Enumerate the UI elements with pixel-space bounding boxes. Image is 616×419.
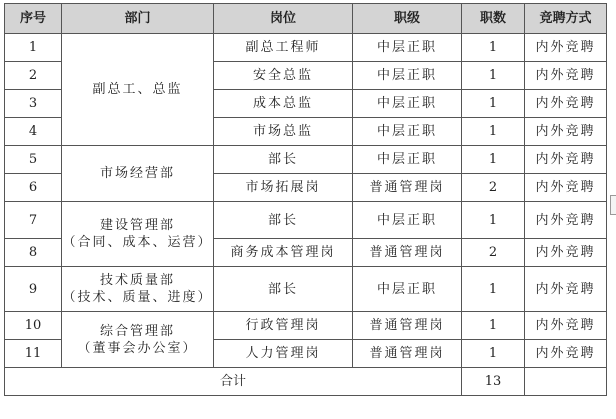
row-no: 4 [5, 118, 62, 146]
department-cell [62, 34, 214, 146]
department-cell [62, 267, 214, 312]
count-cell: 1 [462, 34, 525, 62]
count-cell: 1 [462, 146, 525, 174]
level-cell: 中层正职 [353, 146, 462, 174]
department-cell [62, 312, 214, 368]
method-cell: 内外竞聘 [525, 267, 607, 312]
level-cell: 普通管理岗 [353, 174, 462, 202]
positions-table [4, 3, 607, 396]
header-count: 职数 [462, 4, 525, 34]
position-cell: 部长 [214, 267, 353, 312]
method-cell: 内外竞聘 [525, 340, 607, 368]
level-cell: 普通管理岗 [353, 340, 462, 368]
header-no: 序号 [5, 4, 62, 34]
department-subtitle: （董事会办公室） [77, 340, 198, 356]
row-no: 2 [5, 62, 62, 90]
method-cell: 内外竞聘 [525, 34, 607, 62]
count-cell: 1 [462, 312, 525, 340]
position-cell: 行政管理岗 [214, 312, 353, 340]
table-row [5, 267, 607, 312]
total-label: 合计 [5, 368, 462, 396]
position-cell: 市场拓展岗 [214, 174, 353, 202]
level-cell: 普通管理岗 [353, 239, 462, 267]
position-cell: 人力管理岗 [214, 340, 353, 368]
method-cell: 内外竞聘 [525, 239, 607, 267]
row-no: 8 [5, 239, 62, 267]
level-cell: 中层正职 [353, 62, 462, 90]
department-subtitle: （合同、成本、运营） [62, 235, 213, 250]
total-count: 13 [462, 368, 525, 396]
method-cell: 内外竞聘 [525, 202, 607, 239]
department-name: 市场经营部 [99, 166, 175, 181]
table-row [5, 312, 607, 340]
row-no: 5 [5, 146, 62, 174]
level-cell: 中层正职 [353, 267, 462, 312]
position-cell: 部长 [214, 202, 353, 239]
method-cell: 内外竞聘 [525, 90, 607, 118]
level-cell: 中层正职 [353, 118, 462, 146]
row-no: 11 [5, 340, 62, 368]
table-row [5, 146, 607, 174]
method-cell: 内外竞聘 [525, 118, 607, 146]
header-method: 竞聘方式 [525, 4, 607, 34]
position-cell: 部长 [214, 146, 353, 174]
header-level: 职级 [353, 4, 462, 34]
level-cell: 中层正职 [353, 202, 462, 239]
position-cell: 市场总监 [214, 118, 353, 146]
count-cell: 1 [462, 340, 525, 368]
count-cell: 1 [462, 62, 525, 90]
count-cell: 1 [462, 118, 525, 146]
position-cell: 成本总监 [214, 90, 353, 118]
position-cell: 副总工程师 [214, 34, 353, 62]
method-cell: 内外竞聘 [525, 312, 607, 340]
count-cell: 2 [462, 174, 525, 202]
table-row [5, 34, 607, 62]
level-cell: 普通管理岗 [353, 312, 462, 340]
table-header [5, 4, 607, 34]
department-name: 副总工、总监 [92, 82, 183, 97]
row-no: 3 [5, 90, 62, 118]
row-no: 10 [5, 312, 62, 340]
count-cell: 1 [462, 267, 525, 312]
header-position: 岗位 [214, 4, 353, 34]
position-cell: 安全总监 [214, 62, 353, 90]
department-name: 综合管理部 [99, 323, 175, 339]
row-no: 7 [5, 202, 62, 239]
table-body [5, 34, 607, 396]
position-cell: 商务成本管理岗 [214, 239, 353, 267]
count-cell: 1 [462, 90, 525, 118]
department-name: 技术质量部 [99, 273, 175, 288]
count-cell: 1 [462, 202, 525, 239]
level-cell: 中层正职 [353, 90, 462, 118]
header-department: 部门 [62, 4, 214, 34]
method-cell: 内外竞聘 [525, 146, 607, 174]
page-edge-marker [610, 195, 616, 215]
method-cell: 内外竞聘 [525, 174, 607, 202]
total-method [525, 368, 607, 396]
row-no: 1 [5, 34, 62, 62]
row-no: 9 [5, 267, 62, 312]
level-cell: 中层正职 [353, 34, 462, 62]
total-row [5, 368, 607, 396]
department-name: 建设管理部 [99, 218, 175, 233]
department-cell [62, 202, 214, 267]
table-row [5, 202, 607, 239]
department-subtitle: （技术、质量、进度） [62, 290, 213, 305]
row-no: 6 [5, 174, 62, 202]
method-cell: 内外竞聘 [525, 62, 607, 90]
department-cell [62, 146, 214, 202]
count-cell: 2 [462, 239, 525, 267]
